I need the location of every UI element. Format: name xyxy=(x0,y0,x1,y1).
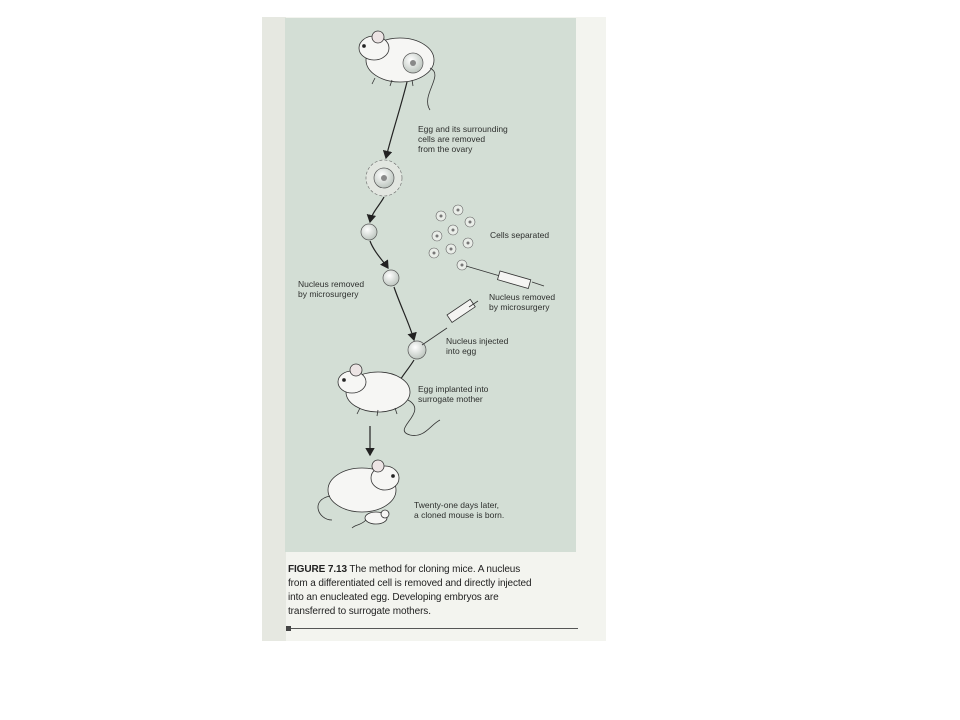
caption-text: The method for cloning mice. A nucleus from a differentiated cell is removed and directly injected into an enucleated egg. Developing embryos are transferred to surrogate mothers. xyxy=(288,564,532,617)
donor-mouse-illustration xyxy=(359,31,435,110)
label-egg-removed: Egg and its surrounding cells are removed from the ovary xyxy=(418,124,508,154)
mother-and-clone-illustration xyxy=(318,460,399,528)
egg-isolated xyxy=(361,224,377,240)
caption-rule xyxy=(286,628,578,629)
egg-enucleated xyxy=(383,270,399,286)
arrow-to-enucleated xyxy=(370,241,388,268)
arrow-to-egg xyxy=(370,197,384,222)
label-nucleus-removed-donor: Nucleus removed by microsurgery xyxy=(489,292,556,312)
arrow-to-egg-cells xyxy=(386,82,407,158)
syringe-donor xyxy=(466,266,544,288)
caption-rule-marker xyxy=(286,626,291,631)
separated-cells xyxy=(429,205,475,270)
label-cloned-born: Twenty-one days later, a cloned mouse is born. xyxy=(414,500,505,520)
label-egg-implanted: Egg implanted into surrogate mother xyxy=(418,384,489,404)
label-nucleus-injected: Nucleus injected into egg xyxy=(446,336,509,356)
label-nucleus-removed-egg: Nucleus removed by microsurgery xyxy=(298,279,365,299)
label-cells-separated: Cells separated xyxy=(490,230,550,240)
ovary-egg-cluster xyxy=(403,53,423,73)
egg-with-cells xyxy=(366,160,402,196)
figure-caption xyxy=(288,563,580,619)
caption-figure-number: FIGURE 7.13 xyxy=(288,564,347,575)
arrow-to-injected xyxy=(394,287,414,340)
